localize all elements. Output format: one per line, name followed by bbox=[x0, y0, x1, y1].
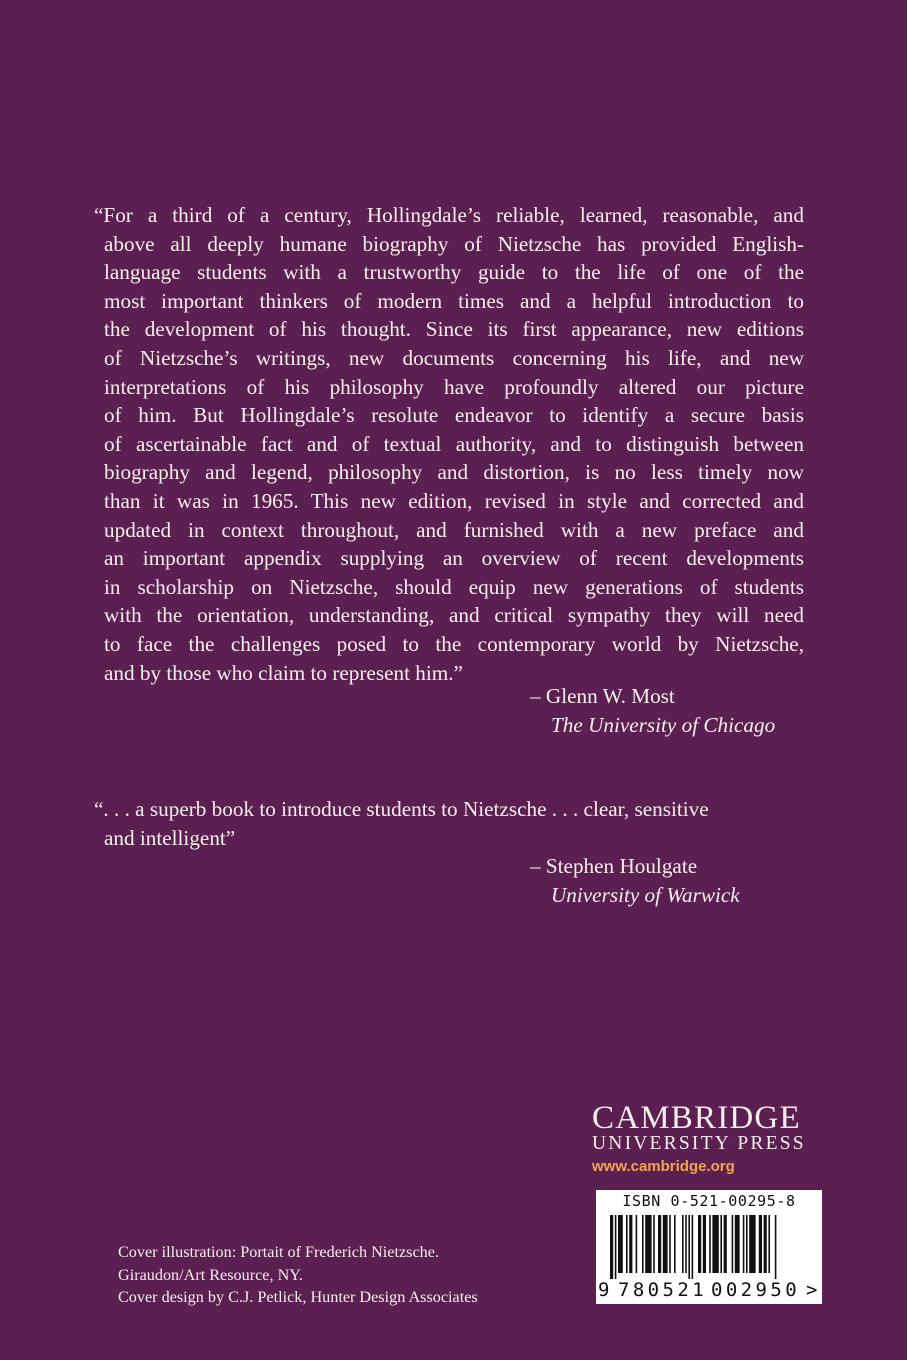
barcode-bar bbox=[685, 1215, 687, 1273]
attribution-institution: University of Warwick bbox=[551, 882, 740, 907]
barcode-bar bbox=[653, 1215, 655, 1273]
barcode-right-group: 002950 bbox=[711, 1279, 801, 1301]
barcode-bar bbox=[775, 1215, 777, 1279]
attribution-houlgate bbox=[530, 852, 740, 909]
barcode-trail-mark: > bbox=[806, 1279, 818, 1301]
quote-line: of him. But Hollingdale’s resolute endeavor to identify a secure basis bbox=[104, 403, 804, 428]
attribution-author: – Glenn W. Most bbox=[530, 684, 675, 708]
quote-line: the development of his thought. Since its first appearance, new editions bbox=[104, 317, 804, 342]
quote-line: with the orientation, understanding, and critical sympathy they will need bbox=[104, 603, 804, 628]
quote-line: an important appendix supplying an overview of recent developments bbox=[104, 546, 804, 571]
barcode-bar bbox=[764, 1215, 767, 1273]
cover-credits bbox=[118, 1241, 478, 1309]
barcode-bar bbox=[698, 1215, 701, 1273]
review-quote-houlgate bbox=[94, 795, 804, 852]
barcode-lead-digit: 9 bbox=[598, 1279, 610, 1301]
isbn-barcode bbox=[596, 1190, 822, 1304]
attribution-most bbox=[530, 682, 775, 739]
barcode-bar bbox=[629, 1215, 632, 1273]
quote-line: in scholarship on Nietzsche, should equip new generations of students bbox=[104, 574, 804, 599]
quote-line: above all deeply humane biography of Nietzsche has provided English- bbox=[104, 231, 804, 256]
publisher-logo bbox=[592, 1101, 806, 1177]
credit-line: Giraudon/Art Resource, NY. bbox=[118, 1265, 303, 1284]
barcode-bar bbox=[732, 1215, 734, 1273]
quote-line: language students with a trustworthy guide to the life of one of the bbox=[104, 260, 804, 285]
barcode-bar bbox=[768, 1215, 770, 1273]
attribution-author: – Stephen Houlgate bbox=[530, 854, 698, 878]
barcode-bar bbox=[759, 1215, 762, 1273]
quote-line: updated in context throughout, and furnished with a new preface and bbox=[104, 517, 804, 542]
barcode-bar bbox=[642, 1215, 644, 1273]
barcode-bar bbox=[735, 1215, 740, 1273]
quote-line: to face the challenges posed to the contemporary world by Nietzsche, bbox=[104, 631, 804, 656]
barcode-bar bbox=[618, 1215, 623, 1273]
quote-line: and intelligent” bbox=[104, 825, 236, 850]
quote-line: of ascertainable fact and of textual authority, and to distinguish between bbox=[104, 431, 804, 456]
barcode-bar bbox=[703, 1215, 706, 1273]
barcode-bar bbox=[688, 1215, 690, 1279]
quote-line: of Nietzsche’s writings, new documents concerning his life, and new bbox=[104, 345, 804, 370]
credit-line: Cover illustration: Portait of Frederich Nietzsche. bbox=[118, 1243, 439, 1261]
barcode-bar bbox=[669, 1215, 671, 1273]
barcode-bar bbox=[674, 1215, 676, 1273]
barcode-bar bbox=[712, 1215, 718, 1273]
barcode-bar bbox=[743, 1215, 745, 1273]
quote-line: than it was in 1965. This new edition, revised in style and corrected and bbox=[104, 488, 804, 513]
quote-line: interpretations of his philosophy have profoundly altered our picture bbox=[104, 374, 804, 399]
publisher-name: CAMBRIDGE bbox=[592, 1100, 801, 1136]
barcode-bar bbox=[645, 1215, 651, 1273]
barcode-bar bbox=[709, 1215, 711, 1273]
credit-line: Cover design by C.J. Petlick, Hunter Design Associates bbox=[118, 1288, 478, 1306]
barcode-bar bbox=[636, 1215, 638, 1273]
barcode-bar bbox=[658, 1215, 661, 1273]
publisher-subtitle: UNIVERSITY PRESS bbox=[592, 1133, 806, 1154]
barcode-bar bbox=[626, 1215, 628, 1273]
barcode-bar bbox=[663, 1215, 668, 1273]
quote-line: most important thinkers of modern times and a helpful introduction to bbox=[104, 288, 804, 313]
quote-line: biography and legend, philosophy and distortion, is no less timely now bbox=[104, 460, 804, 485]
barcode-bars-icon bbox=[610, 1215, 810, 1279]
barcode-bar bbox=[746, 1215, 748, 1273]
isbn-label: ISBN 0-521-00295-8 bbox=[622, 1192, 796, 1210]
review-quote-most bbox=[94, 201, 804, 687]
quote-line: “. . . a superb book to introduce students to Nietzsche . . . clear, sensitive bbox=[94, 797, 709, 821]
attribution-institution: The University of Chicago bbox=[551, 712, 776, 737]
barcode-bar bbox=[610, 1215, 613, 1279]
barcode-bar bbox=[682, 1215, 684, 1273]
barcode-bar bbox=[692, 1215, 694, 1279]
quote-line: and by those who claim to represent him.” bbox=[104, 660, 463, 685]
barcode-bar bbox=[749, 1215, 755, 1273]
publisher-url: www.cambridge.org bbox=[592, 1158, 735, 1175]
barcode-bar bbox=[615, 1215, 617, 1279]
barcode-bar bbox=[724, 1215, 727, 1273]
quote-line: “For a third of a century, Hollingdale’s reliable, learned, reasonable, and bbox=[94, 203, 804, 227]
barcode-left-group: 780521 bbox=[618, 1279, 708, 1301]
barcode-bar bbox=[720, 1215, 722, 1273]
